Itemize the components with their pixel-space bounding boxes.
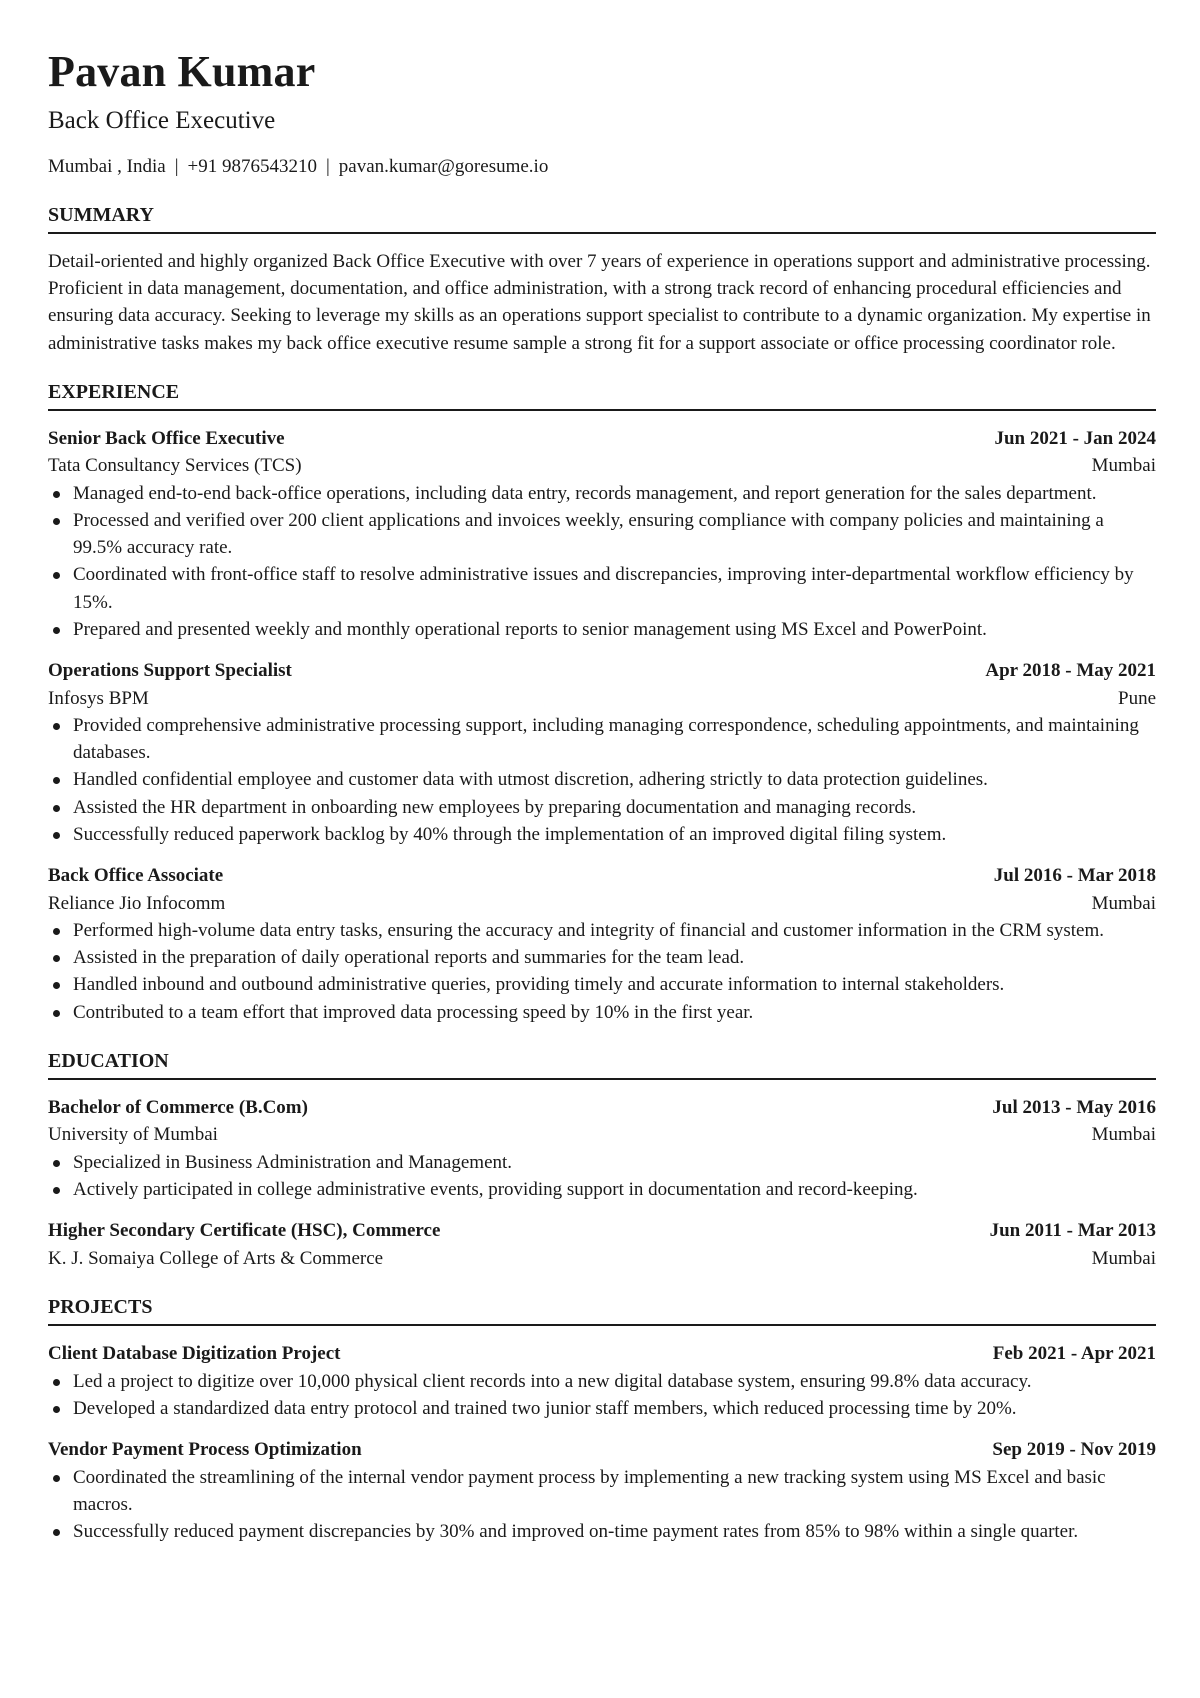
bullet-item: Contributed to a team effort that improved data processing speed by 10% in the first year.: [48, 999, 1156, 1026]
degree-dates: Jun 2011 - Mar 2013: [989, 1220, 1156, 1242]
bullet-item: Provided comprehensive administrative processing support, including managing correspondence, scheduling appointments, and maintaining databases.: [48, 712, 1156, 766]
experience-section: [48, 379, 1156, 1026]
entry-header: [48, 657, 1156, 685]
experience-entry: [48, 862, 1156, 1026]
entry-subheader: [48, 1245, 1156, 1273]
job-company: Tata Consultancy Services (TCS): [48, 455, 302, 477]
summary-heading: SUMMARY: [48, 202, 1156, 234]
experience-entry: [48, 657, 1156, 848]
bullet-item: Processed and verified over 200 client applications and invoices weekly, ensuring compliance with company policies and maintaining a 99.5% accuracy rate.: [48, 507, 1156, 561]
bullet-item: Managed end-to-end back-office operations, including data entry, records management, and report generation for the sales department.: [48, 480, 1156, 507]
experience-heading: EXPERIENCE: [48, 379, 1156, 411]
job-location: Pune: [1118, 687, 1156, 709]
job-role: Back Office Associate: [48, 865, 224, 887]
job-location: Mumbai: [1091, 455, 1156, 477]
education-bullets: [48, 1149, 1156, 1203]
entry-subheader: [48, 685, 1156, 713]
job-dates: Jul 2016 - Mar 2018: [993, 865, 1156, 887]
contact-email: pavan.kumar@goresume.io: [338, 156, 549, 177]
bullet-item: Assisted the HR department in onboarding new employees by preparing documentation and managing records.: [48, 794, 1156, 821]
entry-header: [48, 1340, 1156, 1368]
entry-header: [48, 1217, 1156, 1245]
project-dates: Feb 2021 - Apr 2021: [992, 1343, 1156, 1365]
education-section: [48, 1048, 1156, 1272]
school-location: Mumbai: [1091, 1124, 1156, 1146]
bullet-item: Coordinated with front-office staff to resolve administrative issues and discrepancies, improving inter-departmental workflow efficiency by 15%.: [48, 561, 1156, 615]
job-role: Operations Support Specialist: [48, 660, 292, 682]
entry-header: [48, 1436, 1156, 1464]
contact-location: Mumbai , India: [48, 156, 166, 177]
project-dates: Sep 2019 - Nov 2019: [992, 1439, 1156, 1461]
project-entry: [48, 1340, 1156, 1422]
project-bullets: [48, 1464, 1156, 1546]
entry-header: [48, 862, 1156, 890]
bullet-item: Coordinated the streamlining of the internal vendor payment process by implementing a new tracking system using MS Excel and basic macros.: [48, 1464, 1156, 1518]
bullet-item: Successfully reduced payment discrepancies by 30% and improved on-time payment rates from 85% to 98% within a single quarter.: [48, 1518, 1156, 1545]
job-dates: Apr 2018 - May 2021: [985, 660, 1156, 682]
project-bullets: [48, 1368, 1156, 1422]
degree-name: Higher Secondary Certificate (HSC), Commerce: [48, 1220, 441, 1242]
job-location: Mumbai: [1091, 892, 1156, 914]
job-role: Senior Back Office Executive: [48, 427, 285, 449]
bullet-item: Performed high-volume data entry tasks, ensuring the accuracy and integrity of financial and customer information in the CRM system.: [48, 917, 1156, 944]
candidate-title: Back Office Executive: [48, 107, 276, 134]
job-bullets: [48, 917, 1156, 1026]
education-heading: EDUCATION: [48, 1048, 1156, 1080]
project-name: Client Database Digitization Project: [48, 1343, 341, 1365]
bullet-item: Developed a standardized data entry protocol and trained two junior staff members, which reduced processing time by 20%.: [48, 1395, 1156, 1422]
entry-header: [48, 425, 1156, 453]
contact-separator: |: [174, 156, 179, 177]
education-entry: [48, 1217, 1156, 1272]
bullet-item: Handled inbound and outbound administrative queries, providing timely and accurate information to internal stakeholders.: [48, 971, 1156, 998]
resume-header: [48, 44, 1156, 180]
bullet-item: Led a project to digitize over 10,000 physical client records into a new digital database system, ensuring 99.8% data accuracy.: [48, 1368, 1156, 1395]
education-entry: [48, 1094, 1156, 1203]
entry-subheader: [48, 890, 1156, 918]
project-entry: [48, 1436, 1156, 1545]
projects-section: [48, 1294, 1156, 1545]
project-name: Vendor Payment Process Optimization: [48, 1439, 362, 1461]
candidate-name: Pavan Kumar: [48, 47, 316, 96]
job-dates: Jun 2021 - Jan 2024: [994, 427, 1156, 449]
school-name: University of Mumbai: [48, 1124, 218, 1146]
experience-entry: [48, 425, 1156, 643]
job-bullets: [48, 712, 1156, 848]
school-name: K. J. Somaiya College of Arts & Commerce: [48, 1247, 384, 1269]
summary-section: [48, 202, 1156, 357]
summary-text: Detail-oriented and highly organized Back Office Executive with over 7 years of experience in operations support and administrative processing. Proficient in data management, documentation, and office administration, with a strong track record of enhancing procedural efficiencies and ensuring data accuracy. Seeking to leverage my skills as an operations support specialist to contribute to a dynamic organization. My expertise in administrative tasks makes my back office executive resume sample a strong fit for a support associate or office processing coordinator role.: [48, 251, 1151, 354]
bullet-item: Handled confidential employee and customer data with utmost discretion, adhering strictly to data protection guidelines.: [48, 766, 1156, 793]
entry-subheader: [48, 452, 1156, 480]
contact-phone: +91 9876543210: [187, 156, 317, 177]
projects-heading: PROJECTS: [48, 1294, 1156, 1326]
entry-subheader: [48, 1121, 1156, 1149]
bullet-item: Actively participated in college administrative events, providing support in documentation and record-keeping.: [48, 1176, 1156, 1203]
bullet-item: Successfully reduced paperwork backlog by 40% through the implementation of an improved digital filing system.: [48, 821, 1156, 848]
school-location: Mumbai: [1091, 1247, 1156, 1269]
bullet-item: Specialized in Business Administration and Management.: [48, 1149, 1156, 1176]
entry-header: [48, 1094, 1156, 1122]
bullet-item: Assisted in the preparation of daily operational reports and summaries for the team lead.: [48, 944, 1156, 971]
degree-name: Bachelor of Commerce (B.Com): [48, 1096, 308, 1118]
bullet-item: Prepared and presented weekly and monthly operational reports to senior management using MS Excel and PowerPoint.: [48, 616, 1156, 643]
job-bullets: [48, 480, 1156, 643]
job-company: Reliance Jio Infocomm: [48, 892, 226, 914]
job-company: Infosys BPM: [48, 687, 149, 709]
contact-separator: |: [325, 156, 330, 177]
degree-dates: Jul 2013 - May 2016: [992, 1096, 1156, 1118]
contact-line: [48, 154, 1156, 180]
